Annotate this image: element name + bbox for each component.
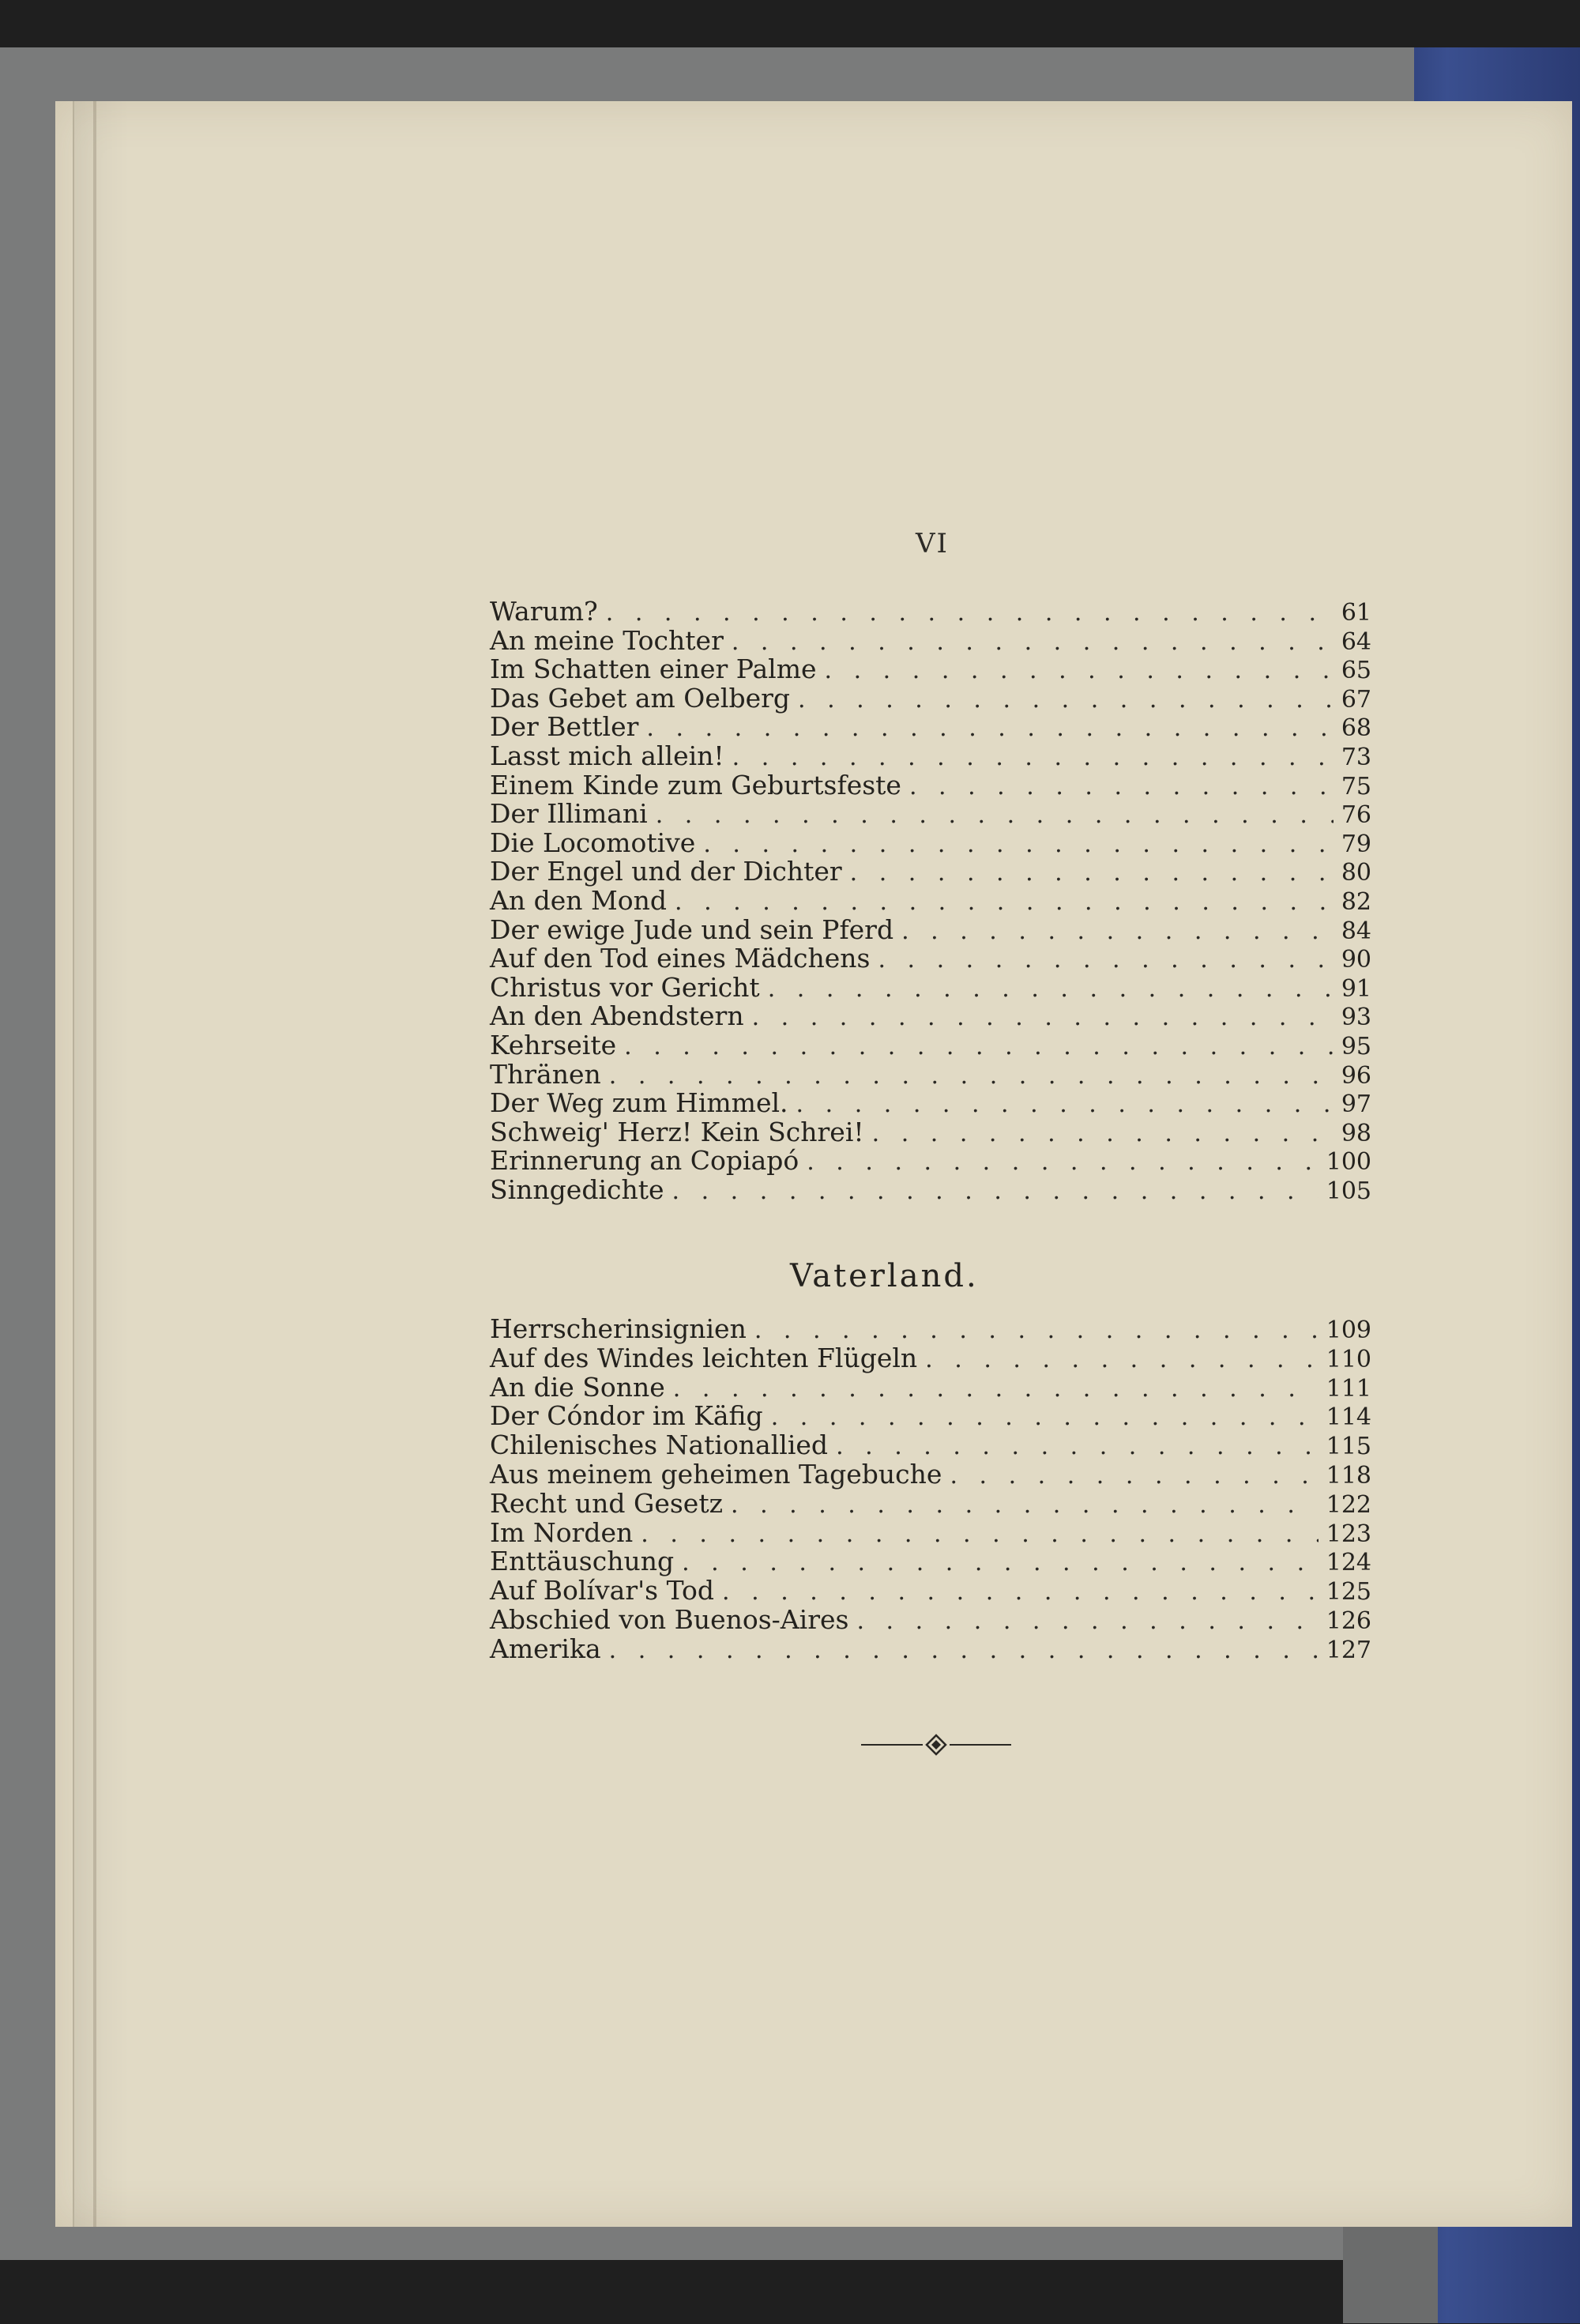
toc-entry-title: Einem Kinde zum Geburtsfeste bbox=[490, 769, 901, 800]
toc-entry-page: 82 bbox=[1341, 887, 1371, 916]
toc-entry bbox=[490, 1147, 1371, 1176]
leader-dots bbox=[807, 1148, 1319, 1177]
toc-entry-title: An meine Tochter bbox=[490, 624, 724, 656]
toc-entry-title: Kehrseite bbox=[490, 1029, 617, 1060]
toc-entry-page: 123 bbox=[1326, 1520, 1371, 1548]
toc-entry-page: 118 bbox=[1326, 1461, 1371, 1490]
toc-entry-title: Warum? bbox=[490, 596, 598, 627]
leader-dots bbox=[672, 1177, 1319, 1207]
toc-entry-title: Schweig' Herz! Kein Schrei! bbox=[490, 1116, 864, 1147]
toc-entry-page: 95 bbox=[1341, 1032, 1371, 1060]
toc-entry-page: 61 bbox=[1341, 599, 1371, 627]
toc-entry bbox=[490, 684, 1371, 714]
toc-entry-title: An den Mond bbox=[490, 884, 668, 916]
toc-entry-title: Der Illimani bbox=[490, 798, 648, 830]
toc-entry-title: Das Gebet am Oelberg bbox=[490, 682, 790, 714]
toc-entry bbox=[490, 1089, 1371, 1118]
toc-entry-title: Aus meinem geheimen Tagebuche bbox=[490, 1458, 942, 1490]
toc-entry-title: Auf des Windes leichten Flügeln bbox=[490, 1342, 918, 1373]
leader-dots bbox=[675, 888, 1334, 917]
toc-entry-page: 79 bbox=[1341, 830, 1371, 858]
toc-entry bbox=[490, 1344, 1371, 1373]
leader-dots bbox=[731, 1491, 1319, 1520]
toc-entry bbox=[490, 857, 1371, 887]
toc-entry bbox=[490, 742, 1371, 771]
toc-entry-title: Auf den Tod eines Mädchens bbox=[490, 943, 871, 974]
toc-entry bbox=[490, 655, 1371, 684]
toc-entry-title: Chilenisches Nationallied bbox=[490, 1429, 829, 1461]
toc-entry-page: 105 bbox=[1326, 1177, 1371, 1205]
toc-entry-title: Recht und Gesetz bbox=[490, 1487, 723, 1519]
leader-dots bbox=[682, 1549, 1319, 1578]
toc-entry bbox=[490, 1431, 1371, 1460]
toc-entry-page: 110 bbox=[1326, 1345, 1371, 1373]
toc-entry-title: Im Schatten einer Palme bbox=[490, 654, 817, 685]
toc-entry-page: 73 bbox=[1341, 743, 1371, 771]
leader-dots bbox=[901, 917, 1334, 947]
toc-entry-title: Der Cóndor im Käfig bbox=[490, 1400, 763, 1432]
toc-entry bbox=[490, 1487, 1371, 1519]
toc-entry bbox=[490, 624, 1371, 656]
toc-entry-page: 75 bbox=[1341, 772, 1371, 800]
toc-entry bbox=[490, 913, 1371, 945]
toc-list-vaterland bbox=[490, 1315, 1371, 1664]
toc-entry bbox=[490, 1460, 1371, 1490]
leader-dots bbox=[878, 946, 1333, 975]
toc-entry-title: Im Norden bbox=[490, 1516, 634, 1548]
toc-entry bbox=[490, 1031, 1371, 1060]
toc-entry bbox=[490, 1373, 1371, 1403]
page-gutter bbox=[73, 101, 130, 2227]
toc-entry bbox=[490, 829, 1371, 858]
toc-entry-page: 127 bbox=[1326, 1636, 1371, 1664]
toc-entry bbox=[490, 771, 1371, 800]
page-fold-line bbox=[93, 101, 96, 2227]
leader-dots bbox=[722, 1578, 1319, 1607]
leader-dots bbox=[909, 773, 1334, 802]
toc-entry-title: Auf Bolívar's Tod bbox=[490, 1575, 715, 1606]
leader-dots bbox=[656, 801, 1334, 831]
toc-entry bbox=[490, 1315, 1371, 1344]
toc-entry bbox=[490, 1173, 1371, 1205]
leader-dots bbox=[606, 599, 1334, 628]
toc-entry bbox=[490, 971, 1371, 1003]
leader-dots bbox=[771, 1403, 1319, 1433]
toc-entry-page: 76 bbox=[1341, 801, 1371, 830]
toc-entry-title: Die Locomotive bbox=[490, 827, 696, 858]
leader-dots bbox=[825, 657, 1334, 686]
toc-entry-page: 126 bbox=[1326, 1606, 1371, 1635]
toc-entry bbox=[490, 1603, 1371, 1635]
toc-entry-page: 67 bbox=[1341, 685, 1371, 714]
toc-entry bbox=[490, 597, 1371, 627]
toc-entry-title: Herrscherinsignien bbox=[490, 1313, 747, 1344]
toc-entry-page: 114 bbox=[1326, 1403, 1371, 1432]
toc-entry-title: Der Weg zum Himmel. bbox=[490, 1087, 788, 1119]
toc-entry-title: Erinnerung an Copiapó bbox=[490, 1145, 799, 1177]
leader-dots bbox=[850, 859, 1334, 888]
toc-entry-page: 65 bbox=[1341, 657, 1371, 685]
end-ornament-icon bbox=[861, 1729, 1011, 1761]
toc-entry-title: Abschied von Buenos-Aires bbox=[490, 1603, 849, 1635]
leader-dots bbox=[624, 1033, 1334, 1062]
toc-entry-title: Der ewige Jude und sein Pferd bbox=[490, 913, 894, 945]
toc-entry-title: Amerika bbox=[490, 1633, 601, 1664]
leader-dots bbox=[641, 1520, 1318, 1550]
toc-entry-page: 125 bbox=[1326, 1578, 1371, 1606]
toc-entry bbox=[490, 1547, 1371, 1576]
toc-entry-page: 115 bbox=[1326, 1433, 1371, 1461]
toc-entry-title: Sinngedichte bbox=[490, 1173, 664, 1205]
toc-entry bbox=[490, 944, 1371, 974]
leader-dots bbox=[609, 1062, 1334, 1091]
toc-entry-title: Lasst mich allein! bbox=[490, 740, 724, 771]
leader-dots bbox=[798, 686, 1334, 715]
toc-entry bbox=[490, 1516, 1371, 1548]
leader-dots bbox=[950, 1462, 1318, 1491]
toc-entry-page: 100 bbox=[1326, 1148, 1371, 1177]
toc-entry bbox=[490, 1060, 1371, 1090]
leader-dots bbox=[609, 1637, 1319, 1666]
toc-entry bbox=[490, 713, 1371, 742]
toc-entry bbox=[490, 1635, 1371, 1664]
leader-dots bbox=[703, 831, 1334, 860]
toc-entry-page: 90 bbox=[1341, 946, 1371, 974]
toc-entry-title: Der Engel und der Dichter bbox=[490, 856, 842, 887]
leader-dots bbox=[754, 1316, 1319, 1346]
leader-dots bbox=[646, 714, 1333, 744]
toc-entry-page: 109 bbox=[1326, 1316, 1371, 1344]
leader-dots bbox=[752, 1004, 1334, 1033]
toc-entry bbox=[490, 884, 1371, 916]
toc-entry-page: 122 bbox=[1326, 1490, 1371, 1519]
toc-entry bbox=[490, 1402, 1371, 1431]
leader-dots bbox=[673, 1375, 1319, 1404]
toc-entry-page: 96 bbox=[1341, 1061, 1371, 1090]
leader-dots bbox=[732, 744, 1334, 773]
toc-entry-page: 111 bbox=[1326, 1374, 1371, 1403]
toc-entry-page: 64 bbox=[1341, 627, 1371, 656]
toc-entry-title: An die Sonne bbox=[490, 1371, 665, 1403]
toc-entry-page: 124 bbox=[1326, 1549, 1371, 1577]
toc-entry-title: Der Bettler bbox=[490, 711, 639, 743]
toc-entry-title: Christus vor Gericht bbox=[490, 971, 760, 1003]
leader-dots bbox=[796, 1090, 1334, 1120]
toc-entry bbox=[490, 800, 1371, 829]
leader-dots bbox=[856, 1607, 1318, 1637]
toc-entry-page: 84 bbox=[1341, 917, 1371, 945]
leader-dots bbox=[732, 628, 1334, 657]
toc-entry-page: 91 bbox=[1341, 974, 1371, 1003]
toc-entry-page: 98 bbox=[1341, 1119, 1371, 1147]
toc-entry-page: 80 bbox=[1341, 859, 1371, 887]
section-heading: Vaterland. bbox=[790, 1258, 979, 1294]
leader-dots bbox=[925, 1346, 1319, 1375]
toc-entry-page: 68 bbox=[1341, 714, 1371, 743]
page-number: VI bbox=[916, 528, 949, 559]
leader-dots bbox=[768, 975, 1334, 1004]
toc-entry-title: Enttäuschung bbox=[490, 1546, 675, 1577]
toc-entry-title: Thränen bbox=[490, 1058, 601, 1090]
book-cover-corner bbox=[1343, 2213, 1438, 2323]
toc-entry bbox=[490, 1002, 1371, 1031]
leader-dots bbox=[872, 1120, 1334, 1149]
toc-entry-page: 97 bbox=[1341, 1090, 1371, 1119]
toc-entry-page: 93 bbox=[1341, 1004, 1371, 1032]
toc-entry bbox=[490, 1576, 1371, 1606]
toc-entry-title: An den Abendstern bbox=[490, 1000, 744, 1032]
toc-list-poems bbox=[490, 597, 1371, 1204]
toc-entry bbox=[490, 1118, 1371, 1147]
leader-dots bbox=[836, 1433, 1319, 1462]
